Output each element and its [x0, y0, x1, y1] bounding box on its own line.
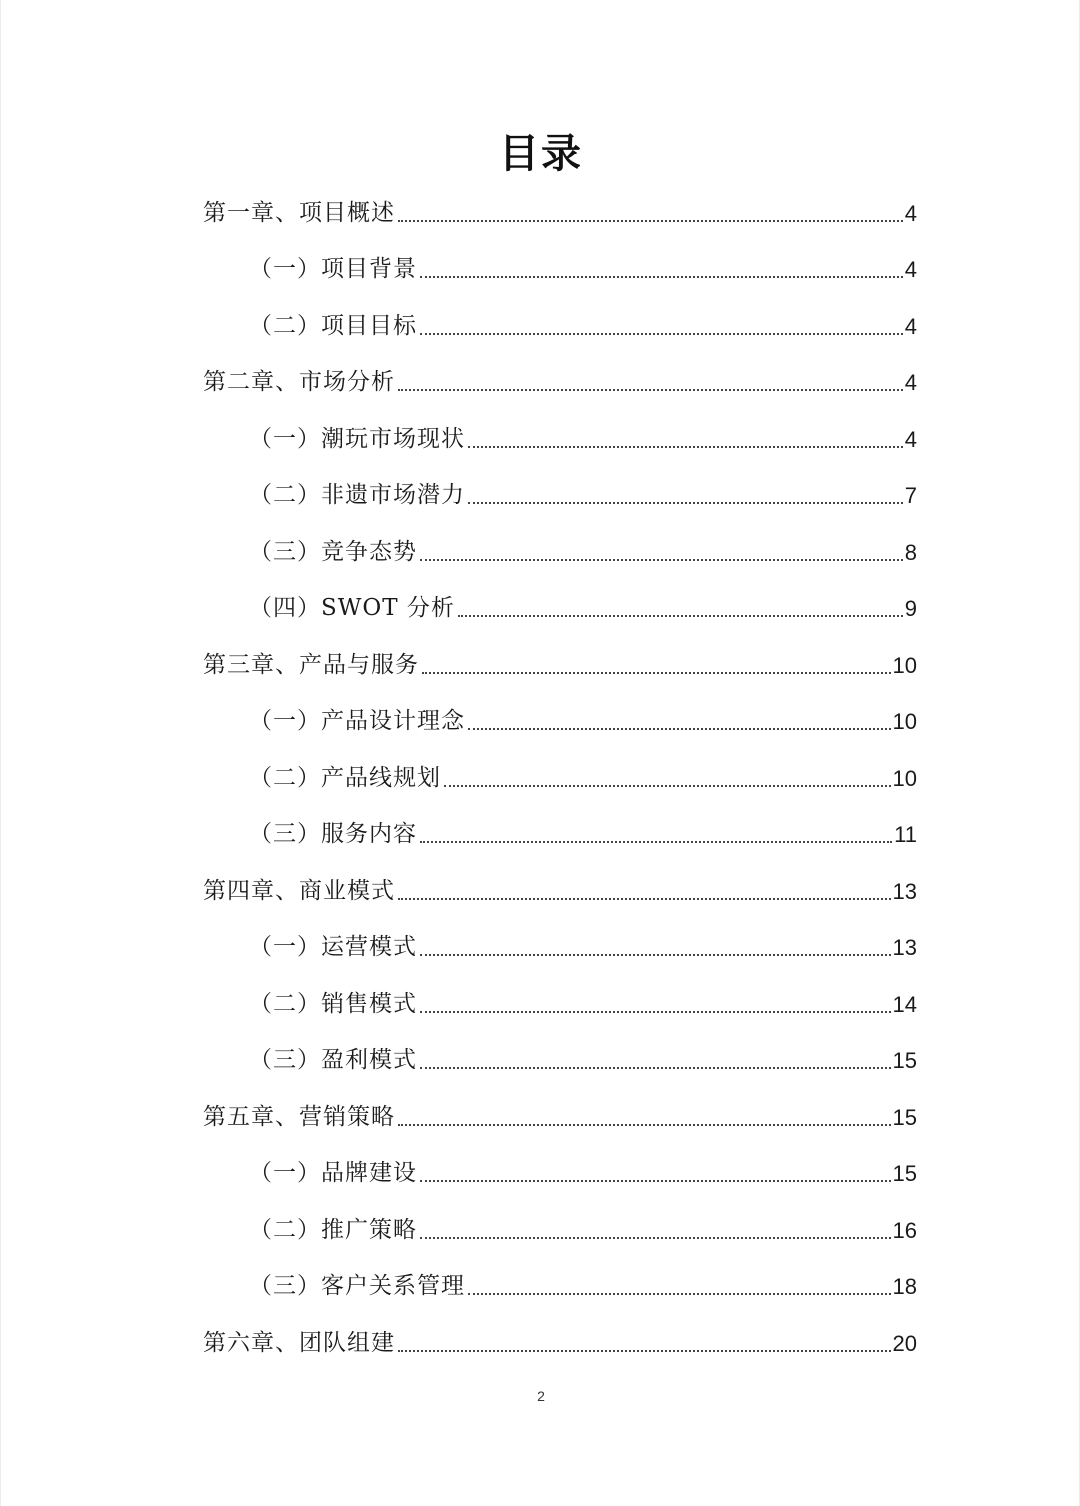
dot-leader [468, 728, 891, 730]
toc-section-entry[interactable] [203, 1262, 917, 1319]
toc-section-entry[interactable] [203, 753, 917, 810]
toc-entry-label: （一）项目背景 [249, 256, 417, 282]
toc-section-entry[interactable] [203, 584, 917, 641]
toc-section-entry[interactable] [203, 301, 917, 358]
toc-entry-label: （一）潮玩市场现状 [249, 425, 465, 452]
dot-leader [444, 785, 891, 787]
toc-section-entry[interactable] [203, 810, 917, 867]
dot-leader [398, 1124, 891, 1126]
dot-leader [420, 1180, 891, 1182]
toc-entry-label: （一）产品设计理念 [249, 708, 465, 734]
toc-chapter-entry[interactable] [203, 358, 917, 415]
toc-entry-label: （三）服务内容 [249, 821, 417, 847]
toc-entry-label: （二）销售模式 [249, 990, 417, 1017]
toc-section-entry[interactable] [203, 1149, 917, 1206]
toc-entry-page: 8 [904, 539, 917, 565]
toc-entry-label: （二）产品线规划 [249, 764, 441, 791]
toc-entry-page: 14 [892, 991, 917, 1017]
toc-entry-page: 9 [904, 596, 917, 621]
toc-entry-label: （三）竞争态势 [249, 538, 417, 565]
toc-section-entry[interactable] [203, 1036, 917, 1093]
dot-leader [420, 1237, 891, 1239]
dot-leader [420, 1067, 891, 1069]
toc-section-entry[interactable] [203, 1205, 917, 1262]
toc-entry-label: （二）项目目标 [249, 312, 417, 339]
toc-entry-label: 第三章、产品与服务 [203, 651, 419, 678]
toc-entry-page: 15 [892, 1161, 917, 1186]
toc-entry-page: 4 [904, 370, 917, 395]
dot-leader [398, 220, 903, 222]
page-title: 目录 [499, 131, 583, 177]
dot-leader [398, 898, 891, 900]
toc-section-entry[interactable] [203, 527, 917, 584]
toc-entry-page: 4 [904, 426, 917, 452]
toc-entry-page: 18 [892, 1274, 917, 1299]
toc-entry-label: （一）运营模式 [249, 934, 417, 960]
dot-leader [420, 1011, 891, 1013]
toc-entry-label: （二）非遗市场潜力 [249, 482, 465, 508]
toc-entry-label: （三）盈利模式 [249, 1047, 417, 1073]
dot-leader [420, 333, 903, 335]
toc-section-entry[interactable] [203, 697, 917, 754]
toc-entry-page: 13 [892, 935, 917, 960]
toc-entry-page: 7 [904, 483, 917, 508]
dot-leader [420, 559, 903, 561]
toc-entry-page: 4 [904, 200, 917, 226]
toc-section-entry[interactable] [203, 923, 917, 980]
toc-entry-label: （二）推广策略 [249, 1216, 417, 1243]
toc-entry-label: （一）品牌建设 [249, 1160, 417, 1186]
toc-entry-label: 第一章、项目概述 [203, 199, 395, 226]
dot-leader [398, 1350, 891, 1352]
dot-leader [398, 389, 903, 391]
toc-entry-page: 20 [892, 1330, 917, 1356]
toc-chapter-entry[interactable] [203, 188, 917, 245]
toc-chapter-entry[interactable] [203, 1318, 917, 1375]
toc-entry-label: （三）客户关系管理 [249, 1273, 465, 1299]
dot-leader [468, 1293, 891, 1295]
table-of-contents [203, 188, 917, 1375]
toc-section-entry[interactable] [203, 414, 917, 471]
toc-entry-page: 15 [892, 1104, 917, 1130]
dot-leader [468, 446, 903, 448]
toc-entry-page: 4 [904, 257, 917, 282]
toc-entry-page: 16 [892, 1217, 917, 1243]
toc-entry-label: 第五章、营销策略 [203, 1103, 395, 1130]
toc-entry-page: 15 [892, 1048, 917, 1073]
toc-entry-page: 10 [892, 709, 917, 734]
toc-entry-label: （四）SWOT 分析 [249, 595, 455, 621]
toc-section-entry[interactable] [203, 471, 917, 528]
dot-leader [420, 841, 892, 843]
toc-chapter-entry[interactable] [203, 1092, 917, 1149]
dot-leader [458, 615, 903, 617]
toc-entry-label: 第六章、团队组建 [203, 1329, 395, 1356]
page-number: 2 [537, 1388, 545, 1404]
dot-leader [468, 502, 903, 504]
dot-leader [420, 954, 891, 956]
toc-chapter-entry[interactable] [203, 640, 917, 697]
toc-entry-page: 4 [904, 313, 917, 339]
toc-entry-page: 11 [894, 822, 917, 847]
toc-entry-page: 10 [892, 765, 917, 791]
toc-entry-page: 13 [892, 878, 917, 904]
toc-entry-page: 10 [892, 652, 917, 678]
toc-section-entry[interactable] [203, 979, 917, 1036]
toc-entry-label: 第二章、市场分析 [203, 369, 395, 395]
toc-chapter-entry[interactable] [203, 866, 917, 923]
dot-leader [420, 276, 903, 278]
toc-section-entry[interactable] [203, 245, 917, 302]
dot-leader [422, 672, 891, 674]
toc-entry-label: 第四章、商业模式 [203, 877, 395, 904]
